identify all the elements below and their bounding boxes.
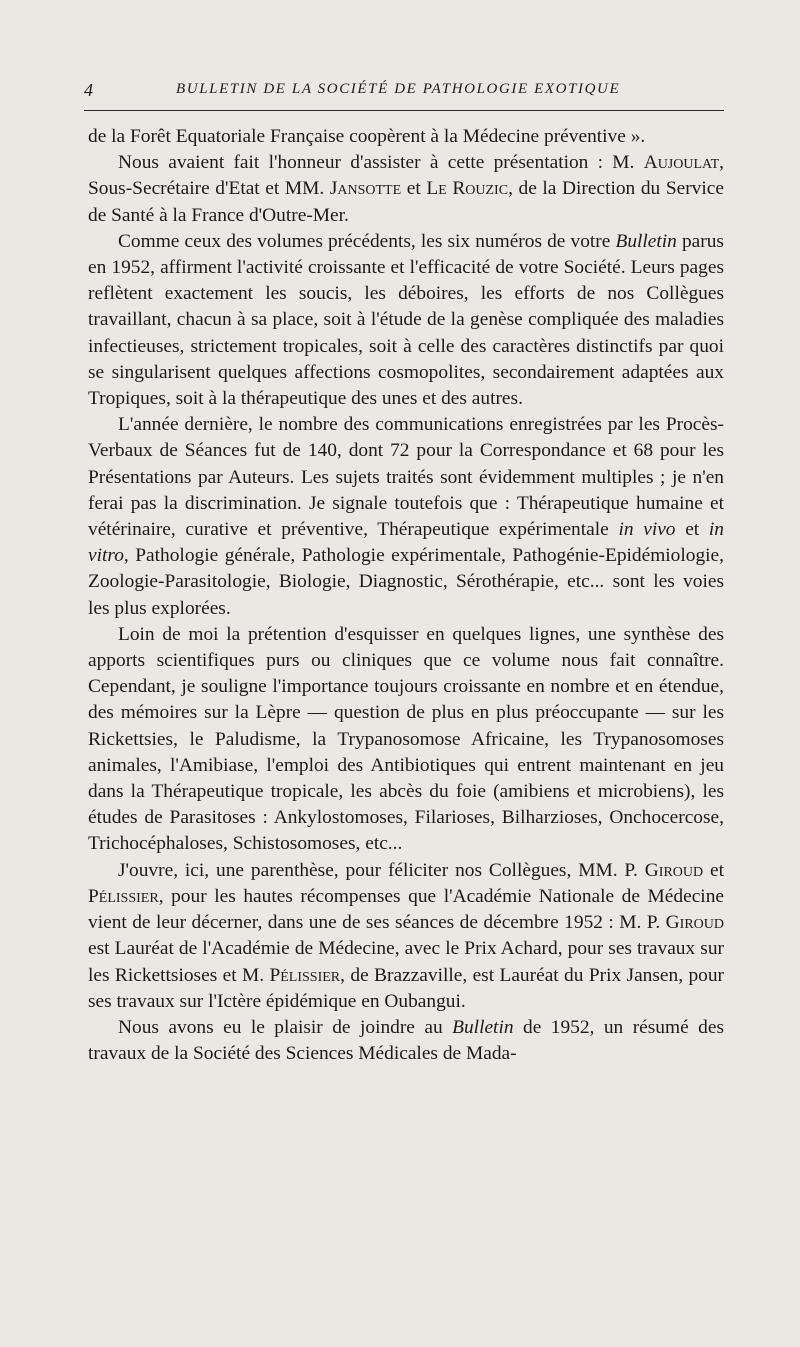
paragraph-continuation: de la Forêt Equatoriale Française coopèrent à la Médecine préventive ». <box>88 126 646 147</box>
person-name: Aujoulat <box>643 152 720 174</box>
text-run: Comme ceux des volumes précédents, les six numéros de votre <box>118 230 616 252</box>
text-run: , de la Direction du Service de Santé à la France d'Outre-Mer. <box>88 178 724 226</box>
page-header <box>84 80 724 104</box>
text-run: , Pathologie générale, Pathologie expérimentale, Pathogénie-Epidémiologie, Zoologie-Parasitologie, Biologie, Diagnostic, Sérothérapie, etc... sont les voies les plus explorées. <box>88 545 724 619</box>
text-run: de 1952, un résumé des travaux de la Société des Sciences Médicales de Mada- <box>88 1016 724 1065</box>
italic-term: in vivo <box>618 519 676 541</box>
body-text <box>88 124 724 1067</box>
paragraph-congratulations <box>88 858 724 1015</box>
person-name: Giroud <box>665 912 724 934</box>
text-run: et <box>675 519 709 541</box>
text-run: parus en 1952, affirment l'activité croissante et l'efficacité de votre Société. Leurs pages reflètent exactement les soucis, les déboires, les efforts de nos Collègues travaillant, chacun à sa place, soit à l'étude de la genèse compliquée des maladies infectieuses, strictement tropicales, soit à celle des caractères distinctifs par quoi se singularisent quelques affections cosmopolites, secondairement adaptées aux Tropiques, soit à la thérapeutique des unes et des autres. <box>88 230 724 410</box>
page-number: 4 <box>84 80 93 100</box>
paragraph-synthesis: Loin de moi la prétention d'esquisser en quelques lignes, une synthèse des apports scientifiques purs ou cliniques que ce volume nous fait connaître. Cependant, je souligne l'importance toujours croissante en nombre et en étendue, des mémoires sur la Lèpre — question de plus en plus préoccupante — sur les Rickettsies, le Paludisme, la Trypanosomose Africaine, les Trypanosomoses animales, l'Amibiase, l'emploi des Antibiotiques qui entrent maintenant en jeu dans la Thérapeutique tropicale, les abcès du foie (amibiens et microbiens), les études de Parasitoses : Ankylostomoses, Filarioses, Bilharzioses, Onchocercose, Trichocéphaloses, Schistosomoses, etc... <box>88 623 724 855</box>
italic-term: in vitro <box>88 519 724 567</box>
person-name: Pélissier <box>88 885 159 907</box>
header-rule <box>84 110 724 111</box>
text-run: Nous avaient fait l'honneur d'assister à cette présentation : M. <box>118 152 644 174</box>
text-run: , Sous-Secrétaire d'Etat et MM. <box>88 152 724 200</box>
text-run: , pour les hautes récompenses que l'Académie Nationale de Médecine vient de leur décerner, dans une de ses séances de décembre 1952 : M. P. <box>88 885 724 934</box>
text-run: L'année dernière, le nombre des communications enregistrées par les Procès-Verbaux de Séances fut de 140, dont 72 pour la Correspondance et 68 pour les Présentations par Auteurs. Les sujets traités sont évidemment multiples ; je n'en ferai pas la discrimination. Je signale toutefois que : Thérapeutique humaine et vétérinaire, curative et préventive, Thérapeutique expérimentale <box>88 414 724 541</box>
text-run: , de Brazzaville, est Lauréat du Prix Jansen, pour ses travaux sur l'Ictère épidémique en Oubangui. <box>88 964 724 1012</box>
text-run: est Lauréat de l'Académie de Médecine, avec le Prix Achard, pour ses travaux sur les Rickettsioses et M. <box>88 938 724 986</box>
person-name: Jansotte <box>329 178 402 200</box>
text-run: et <box>703 859 724 881</box>
paragraph-communications <box>88 412 724 622</box>
person-name: Le Rouzic <box>426 178 509 200</box>
paragraph-madagascar-summary <box>88 1015 724 1067</box>
italic-term: Bulletin <box>452 1016 514 1038</box>
paragraph-bulletin-activity <box>88 229 724 412</box>
text-run: J'ouvre, ici, une parenthèse, pour féliciter nos Collègues, MM. P. <box>118 859 645 881</box>
person-name: Pélissier <box>269 964 341 986</box>
text-run: Nous avons eu le plaisir de joindre au <box>118 1016 453 1038</box>
text-run: et <box>401 178 427 200</box>
italic-term: Bulletin <box>615 230 677 252</box>
running-title: BULLETIN DE LA SOCIÉTÉ DE PATHOLOGIE EXOTIQUE <box>176 81 621 97</box>
person-name: Giroud <box>644 859 704 881</box>
paragraph-attendees <box>88 150 724 229</box>
